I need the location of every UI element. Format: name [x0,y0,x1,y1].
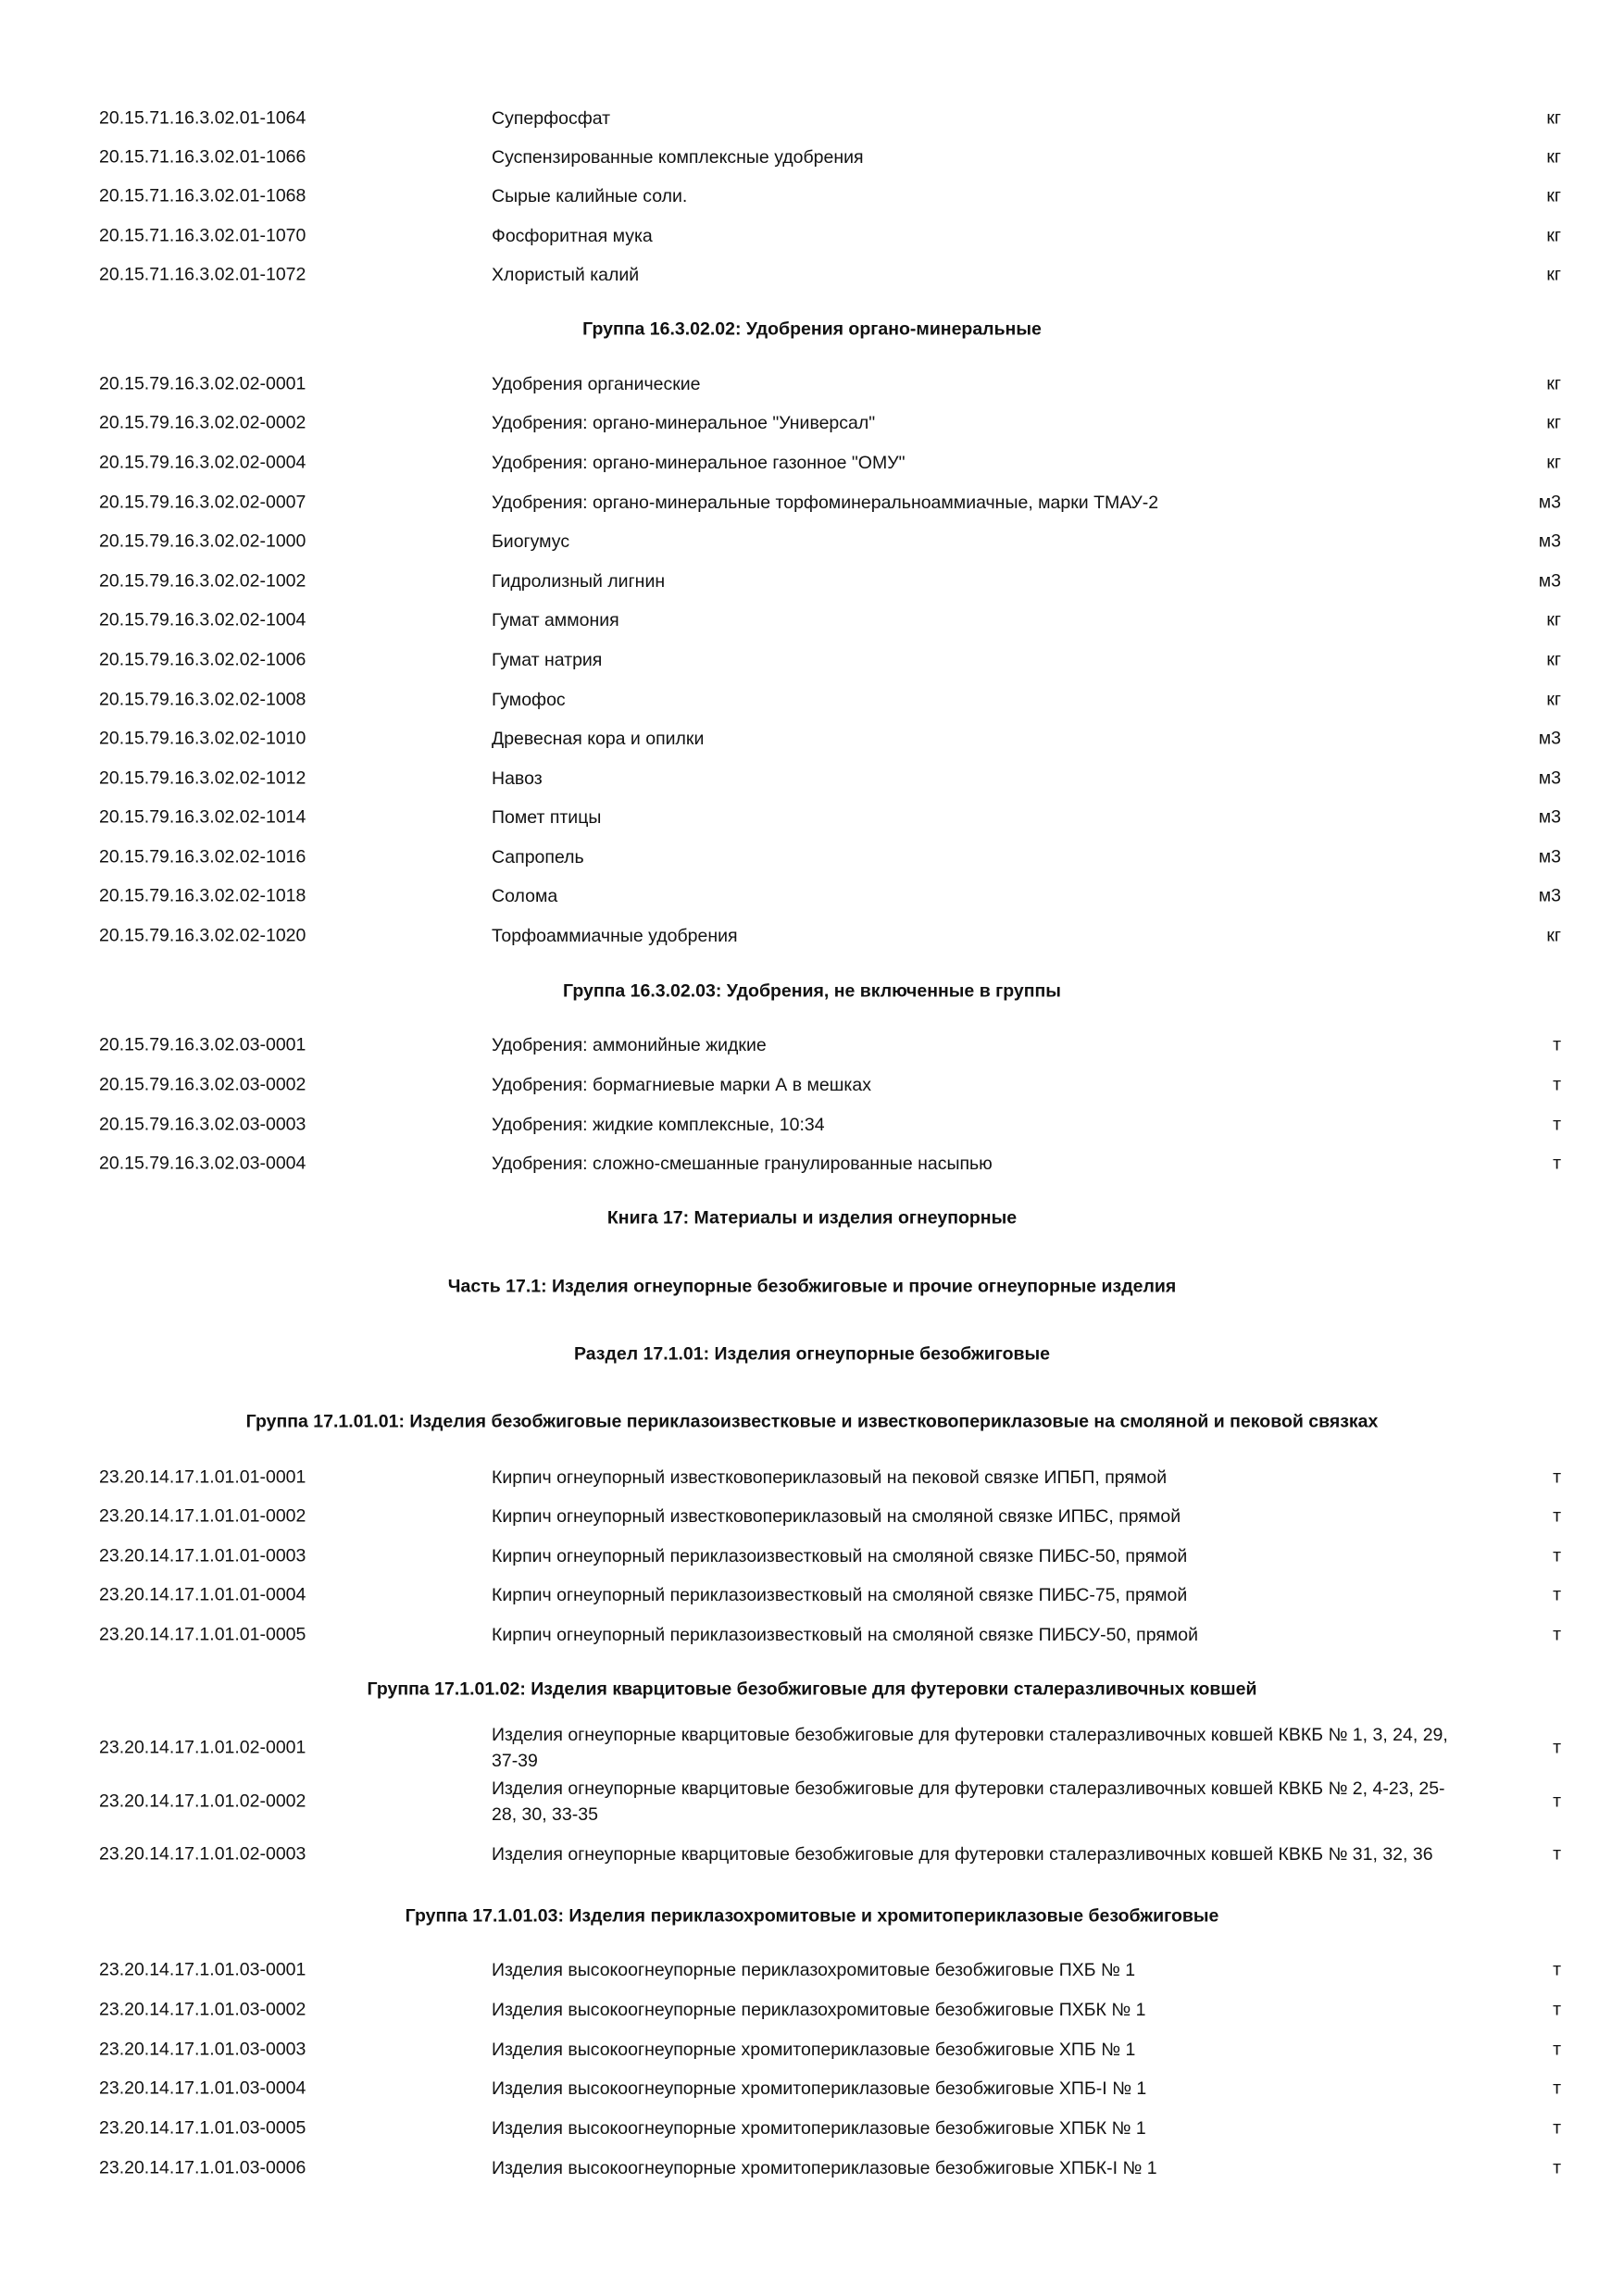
item-unit: м3 [1538,767,1561,789]
item-unit: кг [1546,146,1561,168]
item-unit: т [1553,1737,1561,1758]
item-unit: кг [1546,452,1561,473]
item-name: Солома [492,886,558,906]
item-name: Помет птицы [492,807,602,828]
table-row [0,217,1624,256]
item-name: Кирпич огнеупорный периклазоизвестковый на смоляной связке ПИБС-50, прямой [492,1546,1188,1566]
table-row [0,1458,1624,1497]
item-unit: т [1553,2039,1561,2060]
item-name: Изделия высокоогнеупорные хромитопериклазовые безобжиговые ХПБ-I № 1 [492,2078,1147,2099]
table-row [0,99,1624,138]
item-name: Изделия высокоогнеупорные периклазохромитовые безобжиговые ПХБ № 1 [492,1960,1136,1980]
group-heading: Группа 17.1.01.03: Изделия периклазохромитовые и хромитопериклазовые безобжиговые [405,1905,1219,1927]
item-code: 20.15.79.16.3.02.02-1016 [99,846,306,867]
item-name: Изделия высокоогнеупорные хромитопериклазовые безобжиговые ХПБК-I № 1 [492,2158,1157,2178]
item-code: 20.15.79.16.3.02.02-1018 [99,885,306,906]
item-name: Изделия огнеупорные кварцитовые безобжиговые для футеровки сталеразливочных ковшей КВКБ № 2, 4-23, 25-28, 30, 33-35 [492,1778,1445,1825]
item-unit: кг [1546,225,1561,246]
item-code: 23.20.14.17.1.01.03-0001 [99,1959,306,1980]
group-heading: Группа 17.1.01.02: Изделия кварцитовые безобжиговые для футеровки сталеразливочных ковшей [367,1678,1257,1700]
table-row [0,719,1624,758]
item-unit: т [1553,1843,1561,1865]
item-name: Гумофос [492,690,566,710]
section-heading: Раздел 17.1.01: Изделия огнеупорные безобжиговые [573,1343,1051,1365]
table-row [0,1497,1624,1536]
item-code: 23.20.14.17.1.01.03-0006 [99,2157,306,2178]
item-name: Биогумус [492,531,570,552]
item-name: Изделия высокоогнеупорные периклазохромитовые безобжиговые ПХБК № 1 [492,2000,1146,2020]
item-unit: т [1553,1624,1561,1645]
item-code: 23.20.14.17.1.01.02-0003 [99,1843,306,1865]
item-unit: т [1553,1074,1561,1095]
item-code: 20.15.71.16.3.02.01-1066 [99,146,306,168]
item-code: 20.15.79.16.3.02.02-0002 [99,412,306,433]
item-unit: м3 [1538,492,1561,513]
item-code: 20.15.79.16.3.02.03-0004 [99,1153,306,1174]
item-unit: т [1553,1584,1561,1605]
item-code: 23.20.14.17.1.01.01-0002 [99,1505,306,1527]
item-name: Изделия высокоогнеупорные хромитопериклазовые безобжиговые ХПБК № 1 [492,2118,1146,2139]
item-name: Кирпич огнеупорный известковопериклазовый на пековой связке ИПБП, прямой [492,1467,1168,1488]
item-name: Кирпич огнеупорный периклазоизвестковый на смоляной связке ПИБС-75, прямой [492,1585,1188,1605]
item-unit: кг [1546,412,1561,433]
table-row [0,404,1624,443]
item-unit: т [1553,1959,1561,1980]
item-code: 23.20.14.17.1.01.02-0002 [99,1791,306,1812]
item-unit: т [1553,1034,1561,1055]
item-name: Изделия огнеупорные кварцитовые безобжиговые для футеровки сталеразливочных ковшей КВКБ № 1, 3, 24, 29, 37-39 [492,1725,1448,1771]
item-name: Суспензированные комплексные удобрения [492,147,864,168]
group-heading: Группа 16.3.02.02: Удобрения органо-минеральные [582,318,1042,340]
item-name: Сапропель [492,847,584,867]
item-code: 20.15.71.16.3.02.01-1064 [99,107,306,129]
item-unit: м3 [1538,530,1561,552]
table-row [0,2030,1624,2069]
item-name: Хлористый калий [492,265,640,285]
item-name: Удобрения: жидкие комплексные, 10:34 [492,1115,825,1135]
item-unit: кг [1546,373,1561,394]
table-row [0,138,1624,177]
item-name: Суперфосфат [492,108,611,129]
item-name: Гумат аммония [492,610,619,630]
item-code: 20.15.79.16.3.02.02-0004 [99,452,306,473]
item-code: 20.15.79.16.3.02.02-1008 [99,689,306,710]
item-unit: т [1553,2117,1561,2139]
item-unit: м3 [1538,846,1561,867]
item-code: 23.20.14.17.1.01.03-0004 [99,2078,306,2099]
table-row [0,483,1624,522]
item-unit: т [1553,1153,1561,1174]
item-code: 20.15.79.16.3.02.02-1014 [99,806,306,828]
item-name: Гидролизный лигнин [492,571,666,592]
item-code: 23.20.14.17.1.01.03-0003 [99,2039,306,2060]
item-code: 20.15.79.16.3.02.03-0002 [99,1074,306,1095]
item-unit: т [1553,2078,1561,2099]
item-unit: кг [1546,649,1561,670]
table-row [0,1990,1624,2029]
group-heading: Группа 17.1.01.01: Изделия безобжиговые периклазоизвестковые и известковопериклазовые на смоляной и пековой связках [245,1411,1379,1432]
table-row [0,798,1624,837]
item-unit: кг [1546,925,1561,946]
item-code: 20.15.79.16.3.02.02-1006 [99,649,306,670]
item-code: 20.15.79.16.3.02.03-0001 [99,1034,306,1055]
table-row [0,1066,1624,1104]
table-row [0,2069,1624,2108]
table-row [0,1616,1624,1654]
item-code: 20.15.71.16.3.02.01-1070 [99,225,306,246]
table-row [0,1105,1624,1144]
table-row [0,522,1624,561]
item-code: 20.15.79.16.3.02.02-1004 [99,609,306,630]
table-row [0,177,1624,216]
part-heading: Часть 17.1: Изделия огнеупорные безобжиговые и прочие огнеупорные изделия [447,1276,1177,1297]
item-unit: кг [1546,264,1561,285]
item-name: Удобрения: аммонийные жидкие [492,1035,767,1055]
item-code: 23.20.14.17.1.01.02-0001 [99,1737,306,1758]
item-code: 23.20.14.17.1.01.01-0003 [99,1545,306,1566]
table-row [0,2149,1624,2188]
table-row [0,1828,1624,1881]
item-name: Удобрения органические [492,374,701,394]
item-name: Кирпич огнеупорный известковопериклазовый на смоляной связке ИПБС, прямой [492,1506,1181,1527]
item-unit: м3 [1538,806,1561,828]
item-unit: кг [1546,107,1561,129]
item-name: Фосфоритная мука [492,226,653,246]
item-name: Древесная кора и опилки [492,729,705,749]
item-unit: м3 [1538,728,1561,749]
table-row [0,917,1624,955]
table-row [0,877,1624,916]
item-code: 23.20.14.17.1.01.03-0005 [99,2117,306,2139]
item-code: 23.20.14.17.1.01.01-0001 [99,1466,306,1488]
item-code: 20.15.71.16.3.02.01-1068 [99,185,306,206]
item-unit: т [1553,2157,1561,2178]
table-row [0,443,1624,482]
item-unit: м3 [1538,885,1561,906]
item-name: Удобрения: органо-минеральное "Универсал" [492,413,876,433]
table-row [0,838,1624,877]
item-name: Кирпич огнеупорный периклазоизвестковый на смоляной связке ПИБСУ-50, прямой [492,1625,1199,1645]
item-name: Удобрения: бормагниевые марки А в мешках [492,1075,871,1095]
item-code: 23.20.14.17.1.01.01-0004 [99,1584,306,1605]
item-unit: т [1553,1505,1561,1527]
item-unit: кг [1546,609,1561,630]
item-name: Сырые калийные соли. [492,186,688,206]
item-code: 20.15.79.16.3.02.02-0007 [99,492,306,513]
item-unit: т [1553,1114,1561,1135]
item-code: 23.20.14.17.1.01.03-0002 [99,1999,306,2020]
table-row [0,365,1624,404]
item-unit: кг [1546,689,1561,710]
group-heading: Группа 16.3.02.03: Удобрения, не включенные в группы [563,980,1061,1002]
item-code: 20.15.79.16.3.02.02-1000 [99,530,306,552]
item-unit: т [1553,1545,1561,1566]
item-name: Изделия огнеупорные кварцитовые безобжиговые для футеровки сталеразливочных ковшей КВКБ № 31, 32, 36 [492,1844,1433,1865]
item-code: 20.15.79.16.3.02.02-1020 [99,925,306,946]
table-row [0,1144,1624,1183]
table-row [0,641,1624,680]
item-unit: т [1553,1791,1561,1812]
item-unit: кг [1546,185,1561,206]
table-row [0,1775,1624,1828]
table-row [0,601,1624,640]
item-name: Гумат натрия [492,650,603,670]
item-code: 20.15.79.16.3.02.02-1002 [99,570,306,592]
table-row [0,1721,1624,1775]
table-row [0,2109,1624,2148]
item-name: Торфоаммиачные удобрения [492,926,738,946]
item-name: Удобрения: органо-минеральные торфоминеральноаммиачные, марки ТМАУ-2 [492,493,1159,513]
item-name: Навоз [492,768,543,789]
table-row [0,562,1624,601]
item-code: 23.20.14.17.1.01.01-0005 [99,1624,306,1645]
item-name: Удобрения: органо-минеральное газонное "ОМУ" [492,453,906,473]
item-unit: т [1553,1999,1561,2020]
table-row [0,680,1624,719]
table-row [0,1951,1624,1990]
item-code: 20.15.79.16.3.02.02-1010 [99,728,306,749]
table-row [0,1576,1624,1615]
item-code: 20.15.79.16.3.02.02-0001 [99,373,306,394]
book-heading: Книга 17: Материалы и изделия огнеупорные [606,1207,1018,1229]
item-code: 20.15.79.16.3.02.03-0003 [99,1114,306,1135]
table-row [0,759,1624,798]
table-row [0,1026,1624,1065]
table-row [0,256,1624,294]
table-row [0,1537,1624,1576]
item-unit: м3 [1538,570,1561,592]
item-code: 20.15.79.16.3.02.02-1012 [99,767,306,789]
item-name: Удобрения: сложно-смешанные гранулированные насыпью [492,1154,993,1174]
item-name: Изделия высокоогнеупорные хромитопериклазовые безобжиговые ХПБ № 1 [492,2040,1136,2060]
item-code: 20.15.71.16.3.02.01-1072 [99,264,306,285]
item-unit: т [1553,1466,1561,1488]
